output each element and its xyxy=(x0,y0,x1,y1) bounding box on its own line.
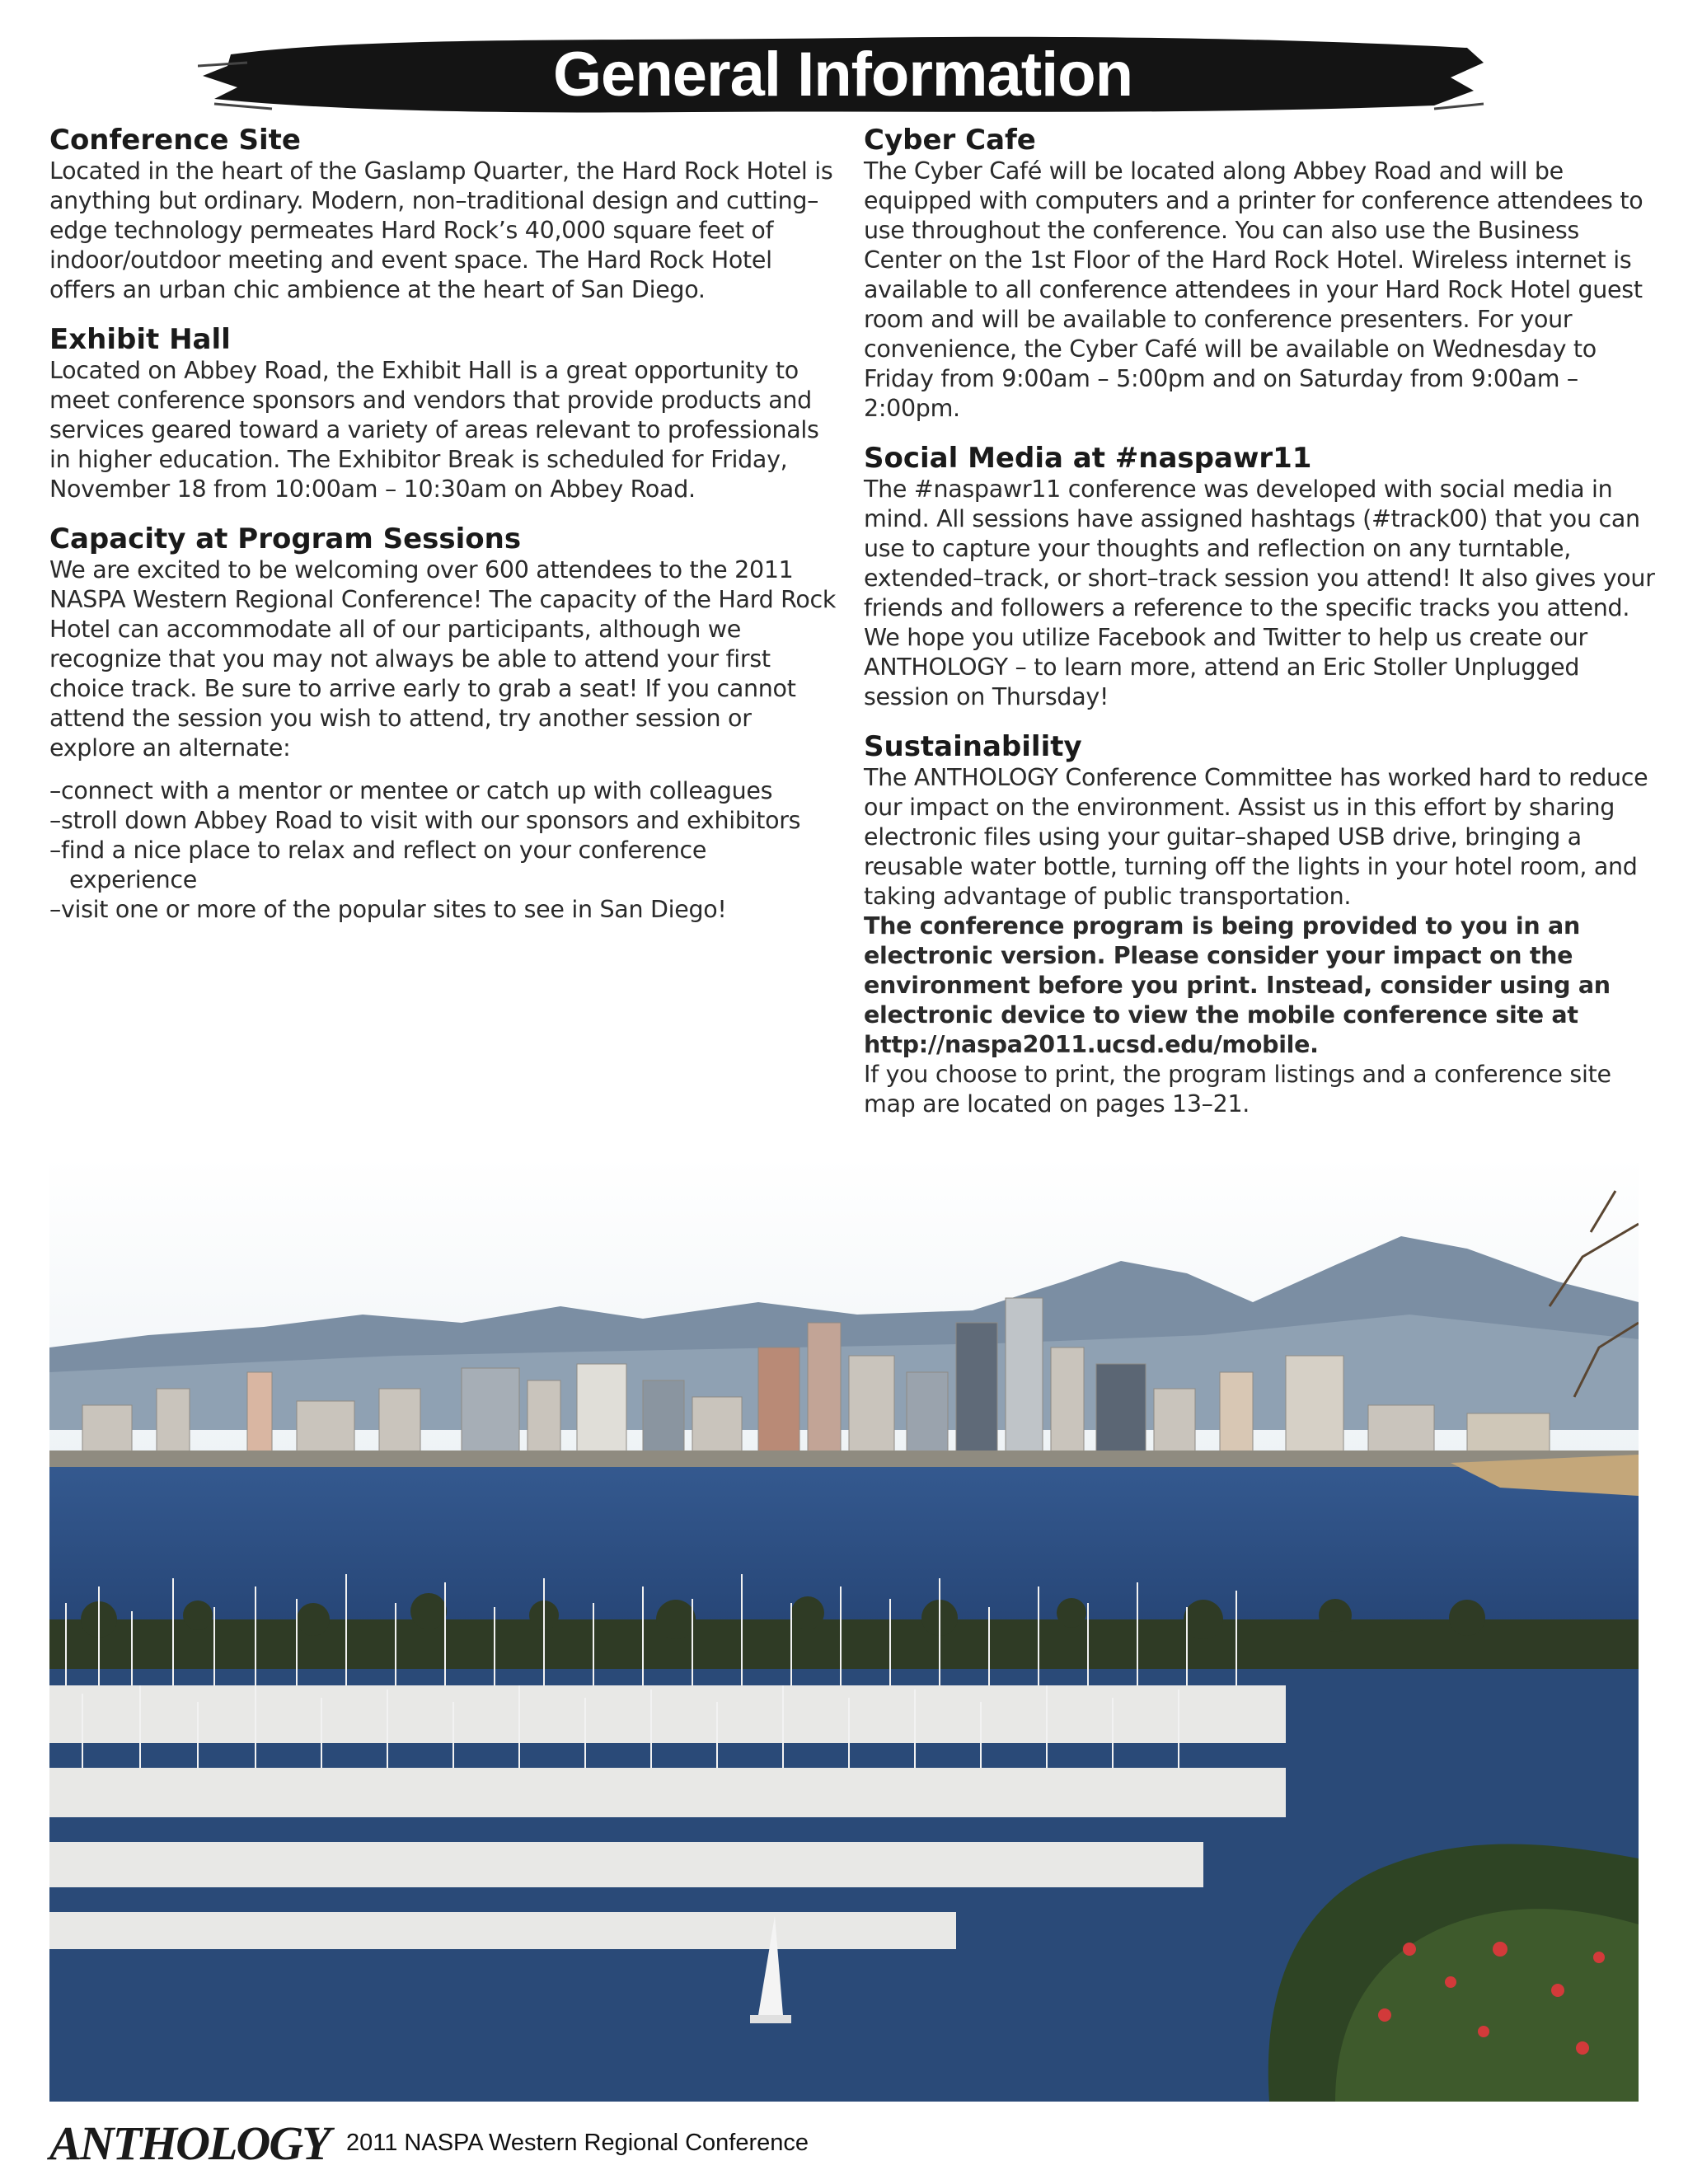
marina-illustration xyxy=(49,1158,1639,2102)
right-column xyxy=(864,124,1663,1137)
list-item: –visit one or more of the popular sites to see in San Diego! xyxy=(49,896,727,923)
section-sustainability xyxy=(864,730,1663,1119)
print-pages-note: If you choose to print, the program listings and a conference site map are located on pages 13–21. xyxy=(864,1061,1611,1118)
section-cyber-cafe xyxy=(864,124,1663,424)
san-diego-marina-photo xyxy=(49,1158,1639,2102)
section-heading: Capacity at Program Sessions xyxy=(49,523,522,555)
page-title: General Information xyxy=(552,40,1133,110)
section-exhibit-hall xyxy=(49,323,841,504)
print-notice: The conference program is being provided to you in an electronic version. Please consider your impact on the environment before you print. Instead, consider using an electronic device to view the mobile conference site at http://naspa2011.ucsd.edu/mobile. xyxy=(864,912,1611,1058)
list-item: –find a nice place to relax and reflect on your conference experience xyxy=(49,837,707,893)
anthology-logo: ANTHOLOGY xyxy=(49,2116,330,2170)
left-column xyxy=(49,124,841,943)
section-body: Located on Abbey Road, the Exhibit Hall is a great opportunity to meet conference sponsors and vendors that provide products and services geared toward a variety of areas relevant to professionals in higher education. The Exhibitor Break is scheduled for Friday, November 18 from 10:00am – 10:30am on Abbey Road. xyxy=(49,357,819,503)
conference-name: 2011 NASPA Western Regional Conference xyxy=(346,2130,809,2156)
section-body: The Cyber Café will be located along Abbey Road and will be equipped with computers and a printer for conference attendees to use throughout the conference. You can also use the Business Center on the 1st Floor of the Hard Rock Hotel. Wireless internet is available to all conference attendees in your Hard Rock Hotel guest room and will be available to conference presenters. For your convenience, the Cyber Café will be available on Wednesday to Friday from 9:00am – 5:00pm and on Saturday from 9:00am – 2:00pm. xyxy=(864,157,1643,422)
section-heading: Social Media at #naspawr11 xyxy=(864,442,1312,475)
section-heading: Exhibit Hall xyxy=(49,323,231,356)
section-heading: Conference Site xyxy=(49,124,301,157)
section-heading: Cyber Cafe xyxy=(864,124,1036,157)
section-conference-site xyxy=(49,124,841,305)
title-banner xyxy=(198,30,1488,119)
section-heading: Sustainability xyxy=(864,730,1082,763)
alternate-list xyxy=(49,776,841,925)
section-body: The ANTHOLOGY Conference Committee has worked hard to reduce our impact on the environment. Assist us in this effort by sharing electronic files using your guitar–shaped USB drive, bringing a reusable water bottle, turning off the lights in your hotel room, and taking advantage of public transportation. xyxy=(864,764,1648,910)
list-item: –connect with a mentor or mentee or catch up with colleagues xyxy=(49,777,773,804)
section-body: The #naspawr11 conference was developed with social media in mind. All sessions have assigned hashtags (#track00) that you can use to capture your thoughts and reflection on any turntable, extended–track, or short–track session you attend! It also gives your friends and followers a reference to the specific tracks you attend. We hope you utilize Facebook and Twitter to help us create our ANTHOLOGY – to learn more, attend an Eric Stoller Unplugged session on Thursday! xyxy=(864,476,1655,710)
section-body: We are excited to be welcoming over 600 attendees to the 2011 NASPA Western Regional Conference! The capacity of the Hard Rock Hotel can accommodate all of our participants, although we recognize that you may not always be able to attend your first choice track. Be sure to arrive early to grab a seat! If you cannot attend the session you wish to attend, try another session or explore an alternate: xyxy=(49,556,837,762)
section-capacity xyxy=(49,523,841,925)
section-social-media xyxy=(864,442,1663,712)
section-body: Located in the heart of the Gaslamp Quarter, the Hard Rock Hotel is anything but ordinary. Modern, non–traditional design and cutting–edge technology permeates Hard Rock’s 40,000 square feet of indoor/outdoor meeting and event space. The Hard Rock Hotel offers an urban chic ambience at the heart of San Diego. xyxy=(49,157,833,303)
list-item: –stroll down Abbey Road to visit with our sponsors and exhibitors xyxy=(49,807,801,834)
